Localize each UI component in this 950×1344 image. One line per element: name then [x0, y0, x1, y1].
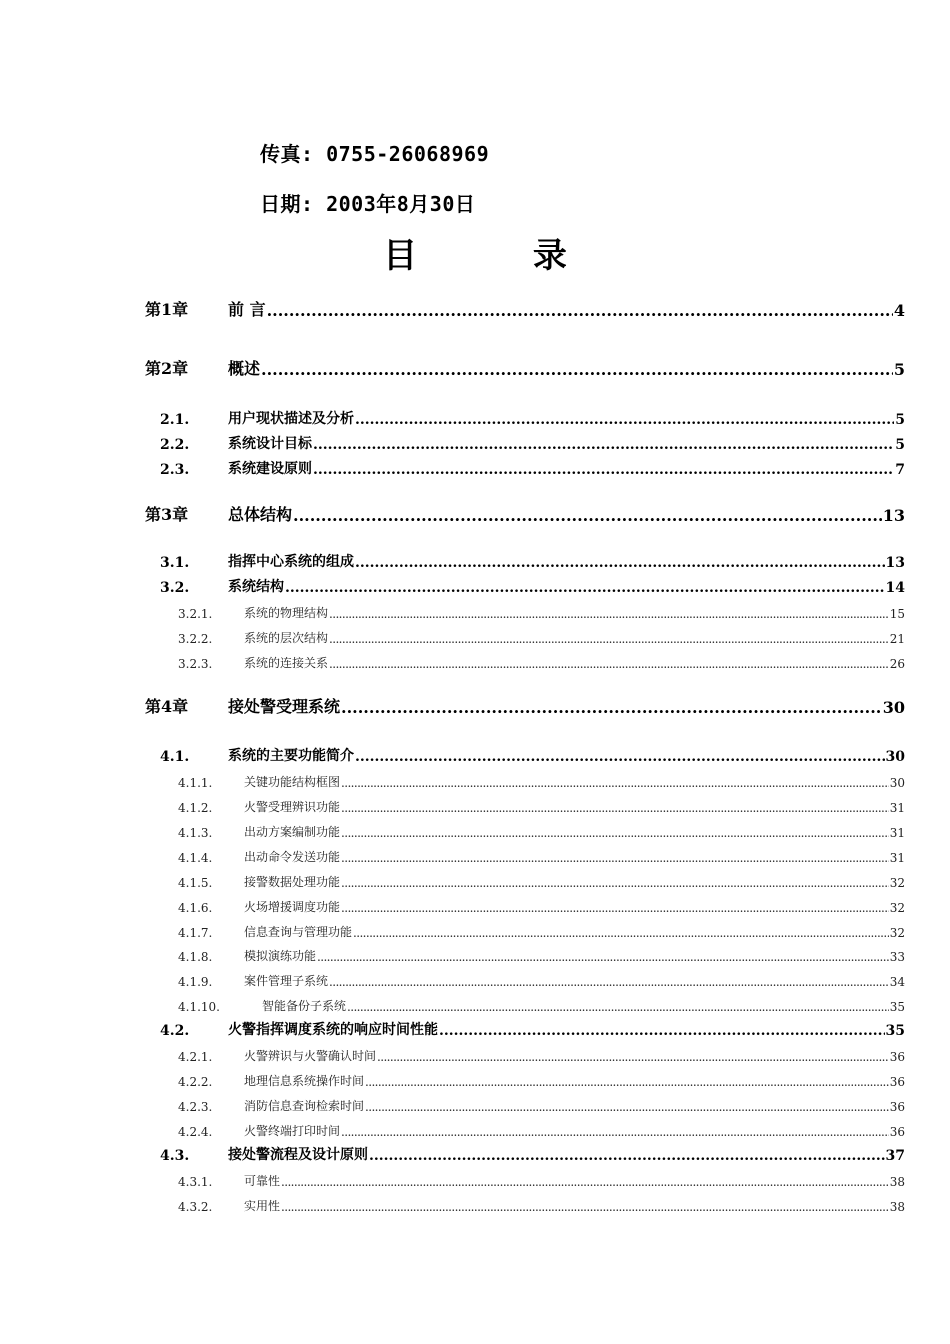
- toc-entry-title: 关键功能结构框图: [244, 775, 341, 789]
- toc-dot-leader: [281, 1200, 889, 1214]
- toc-entry-page: 26: [889, 657, 905, 671]
- toc-entry[interactable]: [145, 843, 905, 865]
- toc-title: 目 录: [383, 236, 619, 276]
- toc-entry[interactable]: [145, 624, 905, 646]
- toc-entry[interactable]: [145, 818, 905, 840]
- toc-entry[interactable]: [145, 1092, 905, 1114]
- toc-entry-page: 15: [889, 607, 905, 621]
- toc-dot-leader: [285, 580, 885, 596]
- toc-entry[interactable]: [145, 992, 905, 1014]
- toc-dot-leader: [329, 975, 889, 989]
- toc-entry[interactable]: [145, 1042, 905, 1064]
- toc-entry[interactable]: [145, 503, 905, 525]
- toc-entry[interactable]: [145, 893, 905, 915]
- toc-entry[interactable]: [145, 649, 905, 671]
- toc-entry[interactable]: [145, 768, 905, 790]
- toc-dot-leader: [355, 749, 885, 765]
- toc-entry-number: 4.3.2.: [178, 1200, 213, 1214]
- toc-entry-title: 可靠性: [244, 1174, 281, 1188]
- toc-entry-title: 模拟演练功能: [244, 949, 317, 963]
- toc-dot-leader: [313, 462, 894, 478]
- toc-entry[interactable]: [145, 695, 905, 717]
- toc-entry-number: 4.1.: [160, 749, 190, 765]
- toc-entry-page: 36: [889, 1075, 905, 1089]
- toc-entry-number: 4.1.4.: [178, 851, 213, 865]
- toc-entry-number: 2.1.: [160, 412, 190, 428]
- fax-line: 传真: 0755-26068969: [260, 142, 490, 166]
- toc-entry-number: 4.1.1.: [178, 776, 213, 790]
- toc-entry-page: 36: [889, 1050, 905, 1064]
- toc-entry-page: 13: [885, 555, 905, 571]
- toc-entry-number: 3.2.1.: [178, 607, 213, 621]
- toc-entry[interactable]: [145, 918, 905, 940]
- toc-entry-title: 接处警流程及设计原则: [228, 1147, 368, 1163]
- toc-entry[interactable]: [145, 1142, 905, 1164]
- date-line: 日期: 2003年8月30日: [260, 192, 476, 216]
- toc-entry-page: 38: [889, 1175, 905, 1189]
- toc-dot-leader: [329, 607, 889, 621]
- toc-entry-title: 前 言: [228, 300, 266, 319]
- toc-entry[interactable]: [145, 1067, 905, 1089]
- toc-entry-number: 3.2.2.: [178, 632, 213, 646]
- toc-dot-leader: [355, 555, 885, 571]
- toc-entry-number: 4.3.: [160, 1148, 190, 1164]
- toc-dot-leader: [329, 632, 889, 646]
- toc-entry-number: 第2章: [145, 359, 189, 378]
- toc-entry[interactable]: [145, 1192, 905, 1214]
- toc-entry-page: 38: [889, 1200, 905, 1214]
- toc-entry-title: 接处警受理系统: [228, 697, 341, 716]
- toc-entry-number: 4.1.2.: [178, 801, 213, 815]
- toc-entry-page: 30: [889, 776, 905, 790]
- toc-dot-leader: [281, 1175, 889, 1189]
- toc-entry[interactable]: [145, 599, 905, 621]
- toc-entry-number: 4.1.10.: [178, 1000, 220, 1014]
- toc-entry-number: 4.2.4.: [178, 1125, 213, 1139]
- toc-dot-leader: [329, 657, 889, 671]
- toc-dot-leader: [341, 698, 882, 717]
- toc-entry[interactable]: [145, 431, 905, 453]
- toc-entry-page: 31: [889, 851, 905, 865]
- toc-dot-leader: [355, 412, 894, 428]
- toc-entry-page: 4: [893, 301, 905, 320]
- toc-dot-leader: [365, 1075, 889, 1089]
- toc-entry-number: 4.1.9.: [178, 975, 213, 989]
- toc-entry-page: 37: [885, 1148, 905, 1164]
- toc-entry-number: 4.1.3.: [178, 826, 213, 840]
- toc-entry-title: 火场增援调度功能: [244, 900, 341, 914]
- toc-entry-title: 信息查询与管理功能: [244, 925, 353, 939]
- toc-entry-page: 31: [889, 801, 905, 815]
- toc-entry-number: 3.1.: [160, 555, 190, 571]
- toc-entry-page: 32: [889, 926, 905, 940]
- toc-entry-number: 4.1.8.: [178, 950, 213, 964]
- toc-entry-title: 用户现状描述及分析: [228, 411, 354, 427]
- toc-entry-number: 2.3.: [160, 462, 190, 478]
- toc-dot-leader: [439, 1023, 885, 1039]
- toc-entry[interactable]: [145, 1167, 905, 1189]
- toc-entry-number: 4.1.5.: [178, 876, 213, 890]
- toc-entry[interactable]: [145, 456, 905, 478]
- toc-entry-number: 4.2.3.: [178, 1100, 213, 1114]
- toc-entry-number: 4.1.7.: [178, 926, 213, 940]
- toc-entry-page: 7: [895, 462, 905, 478]
- toc-entry-number: 4.2.2.: [178, 1075, 213, 1089]
- toc-entry-number: 第4章: [145, 697, 189, 716]
- toc-entry-title: 系统结构: [228, 579, 284, 595]
- toc-entry-title: 出动方案编制功能: [244, 825, 341, 839]
- toc-entry-title: 智能备份子系统: [262, 999, 347, 1013]
- toc-entry-number: 4.1.6.: [178, 901, 213, 915]
- toc-entry-title: 火警指挥调度系统的响应时间性能: [228, 1022, 438, 1038]
- toc-entry[interactable]: [145, 357, 905, 379]
- toc-dot-leader: [353, 926, 889, 940]
- toc-entry[interactable]: [145, 549, 905, 571]
- toc-entry[interactable]: [145, 298, 905, 320]
- toc-entry-title: 地理信息系统操作时间: [244, 1074, 365, 1088]
- toc-entry-title: 火警受理辨识功能: [244, 800, 341, 814]
- toc-entry-page: 36: [889, 1125, 905, 1139]
- toc-entry-page: 36: [889, 1100, 905, 1114]
- toc-entry[interactable]: [145, 574, 905, 596]
- toc-entry-number: 第3章: [145, 505, 189, 524]
- toc-dot-leader: [369, 1148, 885, 1164]
- toc-entry-page: 13: [882, 506, 905, 525]
- toc-entry-page: 5: [893, 360, 905, 379]
- toc-dot-leader: [261, 360, 893, 379]
- toc-entry-page: 30: [882, 698, 905, 717]
- toc-entry-title: 实用性: [244, 1199, 281, 1213]
- toc-entry[interactable]: [145, 967, 905, 989]
- toc-entry-page: 30: [885, 749, 905, 765]
- toc-dot-leader: [377, 1050, 889, 1064]
- toc-entry[interactable]: [145, 793, 905, 815]
- toc-entry-page: 32: [889, 901, 905, 915]
- toc-dot-leader: [341, 901, 889, 915]
- toc-entry-page: 14: [885, 580, 905, 596]
- toc-entry[interactable]: [145, 868, 905, 890]
- toc-dot-leader: [267, 301, 893, 320]
- toc-entry-number: 2.2.: [160, 437, 190, 453]
- toc-dot-leader: [313, 437, 894, 453]
- toc-entry-page: 5: [895, 437, 905, 453]
- toc-entry-number: 3.2.3.: [178, 657, 213, 671]
- toc-dot-leader: [347, 1000, 889, 1014]
- toc-dot-leader: [341, 851, 889, 865]
- toc-entry-number: 第1章: [145, 300, 189, 319]
- toc-entry-title: 火警辨识与火警确认时间: [244, 1049, 377, 1063]
- toc-dot-leader: [365, 1100, 889, 1114]
- toc-entry-page: 34: [889, 975, 905, 989]
- toc-entry-title: 系统建设原则: [228, 461, 312, 477]
- toc-entry-title: 消防信息查询检索时间: [244, 1099, 365, 1113]
- toc-entry[interactable]: [145, 942, 905, 964]
- toc-entry[interactable]: [145, 1017, 905, 1039]
- toc-entry-title: 指挥中心系统的组成: [228, 554, 354, 570]
- toc-entry-number: 4.2.: [160, 1023, 190, 1039]
- toc-entry-page: 35: [889, 1000, 905, 1014]
- toc-entry-title: 案件管理子系统: [244, 974, 329, 988]
- toc-entry-page: 5: [895, 412, 905, 428]
- toc-dot-leader: [341, 826, 889, 840]
- toc-entry-title: 系统的层次结构: [244, 631, 329, 645]
- toc-entry-title: 概述: [228, 359, 261, 378]
- toc-entry[interactable]: [145, 1117, 905, 1139]
- toc-dot-leader: [293, 506, 882, 525]
- toc-entry-title: 接警数据处理功能: [244, 875, 341, 889]
- toc-entry-page: 35: [885, 1023, 905, 1039]
- toc-entry-number: 4.3.1.: [178, 1175, 213, 1189]
- toc-entry-page: 31: [889, 826, 905, 840]
- toc-entry-title: 系统的连接关系: [244, 656, 329, 670]
- toc-dot-leader: [341, 776, 889, 790]
- toc-entry[interactable]: [145, 406, 905, 428]
- toc-entry-title: 系统设计目标: [228, 436, 312, 452]
- toc-entry-page: 33: [889, 950, 905, 964]
- toc-dot-leader: [317, 950, 889, 964]
- toc-entry-title: 系统的物理结构: [244, 606, 329, 620]
- toc-entry[interactable]: [145, 743, 905, 765]
- toc-entry-number: 3.2.: [160, 580, 190, 596]
- toc-entry-page: 32: [889, 876, 905, 890]
- toc-entry-number: 4.2.1.: [178, 1050, 213, 1064]
- toc-dot-leader: [341, 1125, 889, 1139]
- toc-dot-leader: [341, 876, 889, 890]
- toc-entry-title: 出动命令发送功能: [244, 850, 341, 864]
- toc-entry-title: 总体结构: [228, 505, 293, 524]
- toc-entry-title: 火警终端打印时间: [244, 1124, 341, 1138]
- toc-dot-leader: [341, 801, 889, 815]
- toc-entry-page: 21: [889, 632, 905, 646]
- toc-entry-title: 系统的主要功能简介: [228, 748, 354, 764]
